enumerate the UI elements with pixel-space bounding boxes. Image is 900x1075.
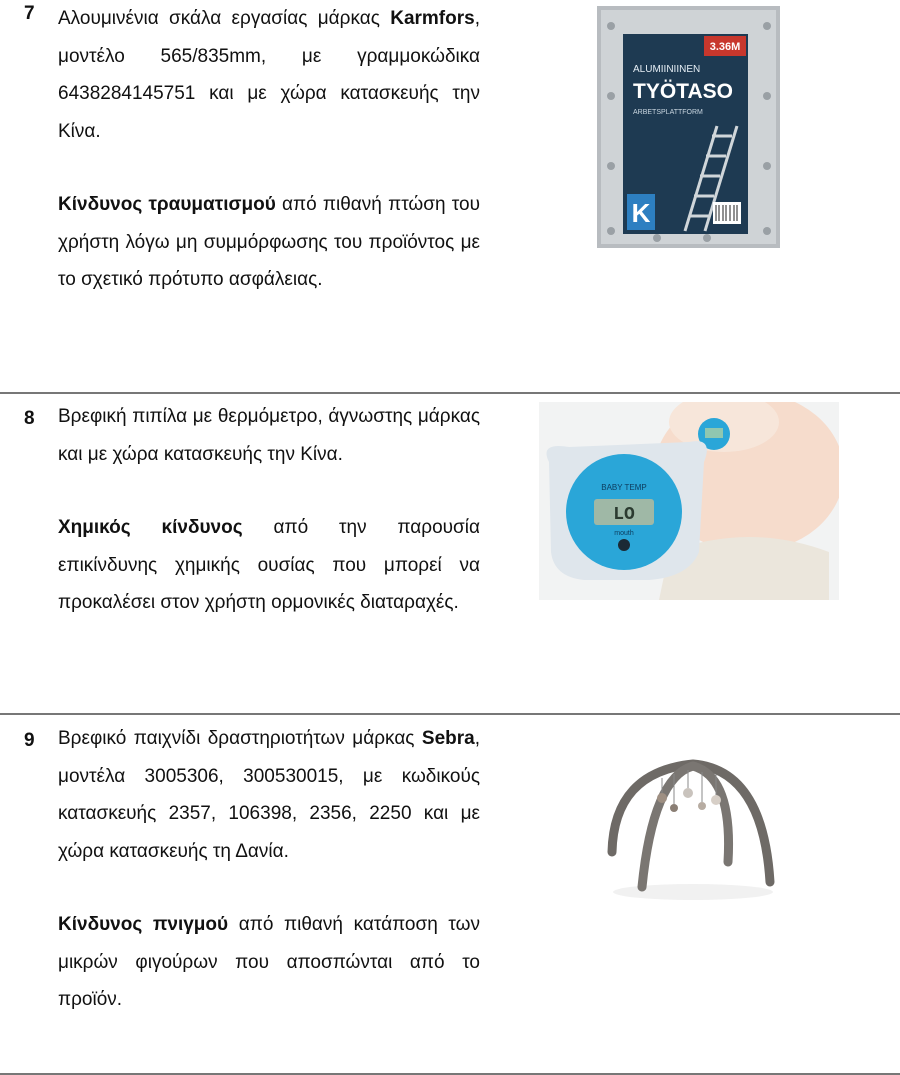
svg-text:LO: LO bbox=[613, 505, 635, 525]
risk-type: Χημικός κίνδυνος bbox=[58, 517, 243, 538]
svg-text:ARBETSPLATTFORM: ARBETSPLATTFORM bbox=[633, 109, 703, 116]
brand-name: Karmfors bbox=[390, 8, 475, 29]
svg-text:TYÖTASO: TYÖTASO bbox=[633, 80, 733, 103]
entry-number: 7 bbox=[24, 3, 35, 24]
risk-type: Κίνδυνος πνιγμού bbox=[58, 914, 229, 935]
svg-text:ALUMIINIINEN: ALUMIINIINEN bbox=[633, 64, 701, 75]
product-description: Βρεφική πιπίλα με θερμόμετρο, άγνωστης μάρκας και με χώρα κατασκευής την Κίνα. bbox=[58, 406, 480, 465]
risk-statement: Κίνδυνος πνιγμού από πιθανή κατάποση των μικρών φιγούρων που αποσπώνται από το προϊόν. bbox=[58, 914, 480, 1010]
activity-gym-product-image bbox=[598, 752, 780, 902]
svg-text:K: K bbox=[631, 198, 651, 228]
product-description: Βρεφικό παιχνίδι δραστηριοτήτων μάρκας Sebra, μοντέλα 3005306, 300530015, με κωδικούς κατασκευής 2357, 106398, 2356, 2250 και με χώρα κατασκευής τη Δανία. bbox=[58, 728, 480, 862]
risk-statement: Χημικός κίνδυνος από την παρουσία επικίνδυνης χημικής ουσίας που μπορεί να προκαλέσει στον χρήστη ορμονικές διαταραχές. bbox=[58, 517, 480, 613]
svg-text:mouth: mouth bbox=[614, 530, 634, 537]
divider bbox=[0, 713, 900, 715]
divider bbox=[0, 392, 900, 394]
svg-text:BABY TEMP: BABY TEMP bbox=[601, 483, 647, 492]
entry-number: 8 bbox=[24, 408, 35, 429]
risk-type: Κίνδυνος τραυματισμού bbox=[58, 194, 276, 215]
entry-number: 9 bbox=[24, 730, 35, 751]
pacifier-product-image bbox=[539, 402, 839, 600]
entry-text bbox=[58, 720, 480, 1019]
product-description: Αλουμινένια σκάλα εργασίας μάρκας Karmfors, μοντέλο 565/835mm, με γραμμοκώδικα 6438284145751 και με χώρα κατασκευής την Κίνα. bbox=[58, 8, 480, 142]
brand-name: Sebra bbox=[421, 728, 475, 749]
entry-text bbox=[58, 398, 480, 622]
entry-text bbox=[58, 0, 480, 299]
risk-statement: Κίνδυνος τραυματισμού από πιθανή πτώση του χρήστη λόγω μη συμμόρφωσης του προϊόντος με το σχετικό πρότυπο ασφάλειας. bbox=[58, 194, 480, 290]
svg-text:3.36M: 3.36M bbox=[709, 41, 741, 53]
ladder-product-image bbox=[597, 6, 780, 248]
